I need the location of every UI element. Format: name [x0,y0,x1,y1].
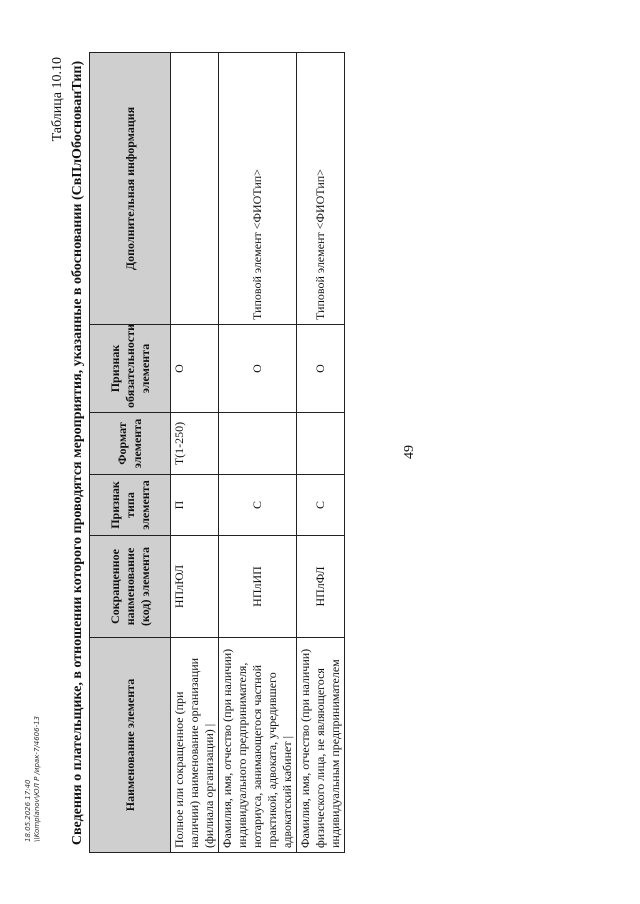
footer-path: \\Komplanov\ЮЛ Р /ирак-7/4606-13 [33,715,41,842]
cell-required: О [297,325,345,413]
table-label: Таблица 10.10 [50,57,65,142]
cell-name: Фамилия, имя, отчество (при наличии) индивидуального предпринимателя, нотариуса, занимающегося частной практикой, адвоката, учредившего адвокатский кабинет | [219,638,297,853]
cell-format: T(1-250) [171,413,219,475]
cell-code: НПлЮЛ [171,536,219,638]
header-element-name: Наименование элемента [90,638,171,853]
cell-required: О [171,325,219,413]
header-element-code: Сокращенное наименование (код) элемента [90,536,171,638]
cell-type: С [297,475,345,536]
header-element-format: Формат элемента [90,413,171,475]
header-element-required: Признак обязательности элемента [90,325,171,413]
table-row [171,53,219,853]
cell-info: Типовой элемент <ФИОТип> [297,53,345,325]
table-row [297,53,345,853]
cell-info: Типовой элемент <ФИОТип> [219,53,297,325]
cell-name: Фамилия, имя, отчество (при наличии) физического лица, не являющегося индивидуальным предпринимателем [297,638,345,853]
cell-code: НПлФЛ [297,536,345,638]
cell-format [297,413,345,475]
cell-required: О [219,325,297,413]
cell-format [219,413,297,475]
page-number: 49 [402,445,417,459]
header-element-type: Признак типа элемента [90,475,171,536]
rotated-table-area [40,53,600,853]
cell-info [171,53,219,325]
table-row [219,53,297,853]
cell-name: Полное или сокращенное (при наличии) наименование организации (филиала организации) | [171,638,219,853]
cell-type: П [171,475,219,536]
table-caption: Сведения о плательщике, в отношении которого проводятся мероприятия, указанные в обосновании (СвПлОбоснованТип) [70,60,85,846]
cell-code: НПлИП [219,536,297,638]
footer-timestamp: 18.05.2026 17:40 [24,779,32,842]
cell-type: С [219,475,297,536]
elements-table [89,52,345,853]
table-header-row [90,53,171,853]
header-additional-info: Дополнительная информация [90,53,171,325]
